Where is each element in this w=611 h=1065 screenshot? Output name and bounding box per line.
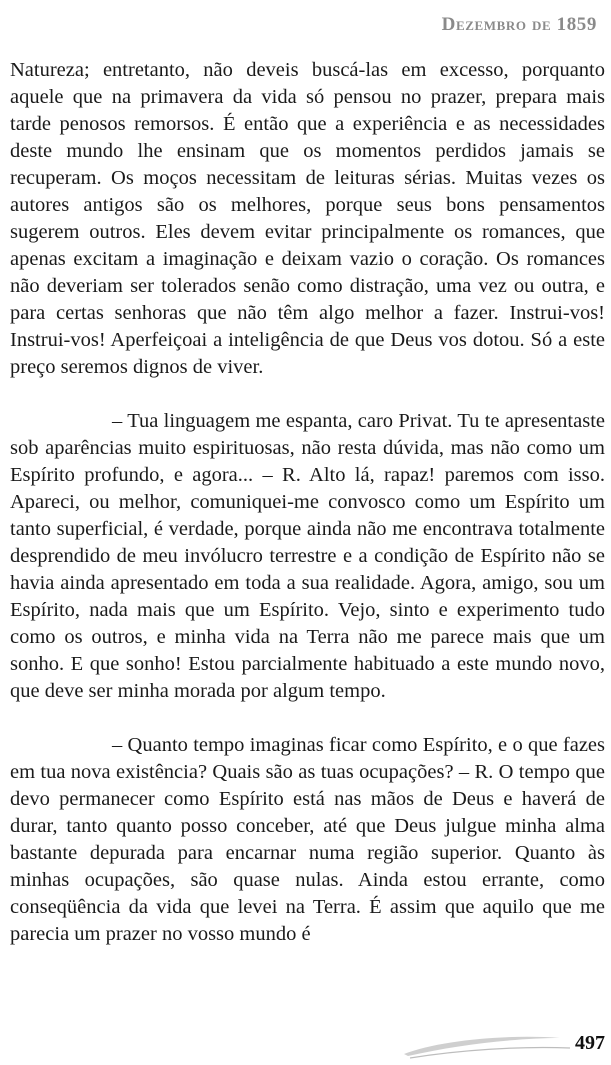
paragraph-2: – Tua linguagem me espanta, caro Privat. Tu te apresentaste sob aparências muito espirituosas, não resta dúvida, mas não como um Espírito profundo, e agora... – R. Alto lá, rapaz! paremos com isso. Apareci, ou melhor, comuniquei-me convosco como um Espírito um tanto superficial, é verdade, porque ainda não me encontrava totalmente desprendido de meu invólucro terrestre e a condição de Espírito não se havia ainda apresentado em toda a sua realidade. Agora, amigo, sou um Espírito, nada mais que um Espírito. Vejo, sinto e experimento tudo como os outros, e minha vida na Terra não me parece mais que um sonho. E que sonho! Estou parcialmente habituado a este mundo novo, que deve ser minha morada por algum tempo. xyxy=(10,410,605,702)
page-footer xyxy=(400,1028,611,1065)
paragraph-3: – Quanto tempo imaginas ficar como Espírito, e o que fazes em tua nova existência? Quais são as tuas ocupações? – R. O tempo que devo permanecer como Espírito está nas mãos de Deus e haverá de durar, tanto quanto posso conceber, até que Deus julgue minha alma bastante depurada para encarnar numa região superior. Quanto às minhas ocupações, são quase nulas. Ainda estou errante, como conseqüência da vida que levei na Terra. É assim que aquilo que me parecia um prazer no vosso mundo é xyxy=(10,734,605,945)
page-body xyxy=(10,57,605,948)
running-header: Dezembro de 1859 xyxy=(441,14,597,35)
page-number: 497 xyxy=(575,1032,605,1054)
paragraph-1: Natureza; entretanto, não deveis buscá-las em excesso, porquanto aquele que na primavera da vida só pensou no prazer, prepara mais tarde penosos remorsos. É então que a experiência e as necessidades deste mundo lhe ensinam que os momentos perdidos jamais se recuperam. Os moços necessitam de leituras sérias. Muitas vezes os autores antigos são os melhores, porque seus bons pensamentos sugerem outros. Eles devem evitar principalmente os romances, que apenas excitam a imaginação e deixam vazio o coração. Os romances não deveriam ser tolerados senão como distração, uma vez ou outra, e para certas senhoras que não têm algo melhor a fazer. Instrui-vos! Instrui-vos! Aperfeiçoai a inteligência de que Deus vos dotou. Só a este preço seremos dignos de viver. xyxy=(10,59,605,378)
